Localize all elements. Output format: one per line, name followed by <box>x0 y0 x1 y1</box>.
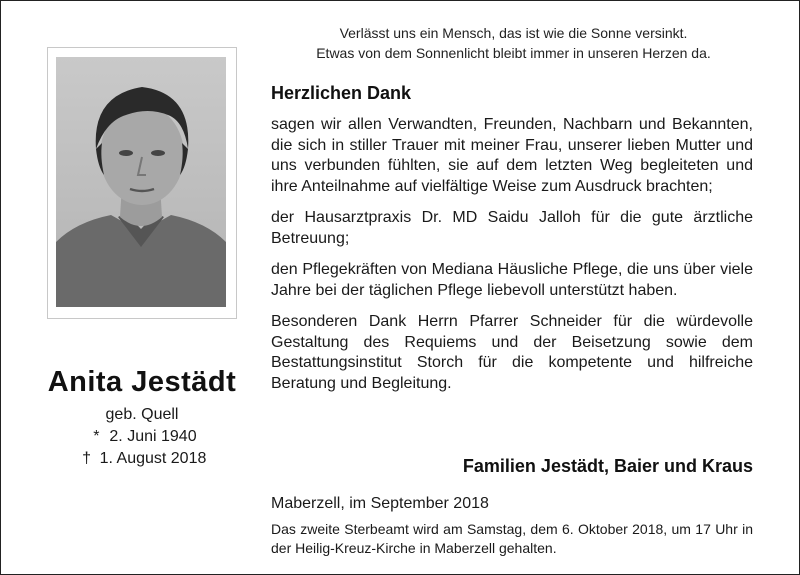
death-date: 1. August 2018 <box>99 450 207 467</box>
deceased-info <box>17 364 267 470</box>
thanks-paragraph: sagen wir allen Verwandten, Freunden, Nachbarn und Bekannten, die sich in stiller Trauer mit meiner Frau, unserer lieben Mutter und uns verbunden fühlten, sie auf dem letzten Weg begleiteten und ihre Anteilnahme auf vielfältige Weise zum Ausdruck brachten; <box>271 116 753 195</box>
thanks-heading: Herzlichen Dank <box>271 83 412 103</box>
thanks-paragraph: der Hausarztpraxis Dr. MD Saidu Jalloh für die gute ärztliche Betreuung; <box>271 209 753 247</box>
birth-name: geb. Quell <box>105 406 179 423</box>
memorial-service-note: Das zweite Sterbeamt wird am Samstag, dem 6. Oktober 2018, um 17 Uhr in der Heilig-Kreuz-Kirche in Maberzell gehalten. <box>271 521 753 556</box>
thanks-paragraph: Besonderen Dank Herrn Pfarrer Schneider für die würdevolle Gestaltung des Requiems und der Beisetzung sowie dem Bestattungsinstitut Storch für die kompetente und hilfreiche Beratung und Begleitung. <box>271 313 753 392</box>
birth-date: 2. Juni 1940 <box>109 428 197 445</box>
place-date: Maberzell, im September 2018 <box>271 495 489 512</box>
death-date-row <box>17 448 267 470</box>
thanks-section <box>271 81 753 405</box>
birth-date-row <box>17 426 267 448</box>
death-symbol: † <box>82 450 92 467</box>
thanks-paragraph: den Pflegekräften von Mediana Häusliche Pflege, die uns über viele Jahre bei der täglichen Pflege liebevoll unterstützt haben. <box>271 261 753 299</box>
motto-line-2: Etwas von dem Sonnenlicht bleibt immer in unseren Herzen da. <box>316 45 711 61</box>
birth-symbol: * <box>93 428 100 445</box>
family-signature: Familien Jestädt, Baier und Kraus <box>462 456 753 476</box>
motto <box>276 23 751 63</box>
portrait-frame <box>47 47 237 319</box>
portrait-photo <box>56 57 226 307</box>
motto-line-1: Verlässt uns ein Mensch, das ist wie die Sonne versinkt. <box>339 25 688 41</box>
deceased-name: Anita Jestädt <box>47 366 237 398</box>
